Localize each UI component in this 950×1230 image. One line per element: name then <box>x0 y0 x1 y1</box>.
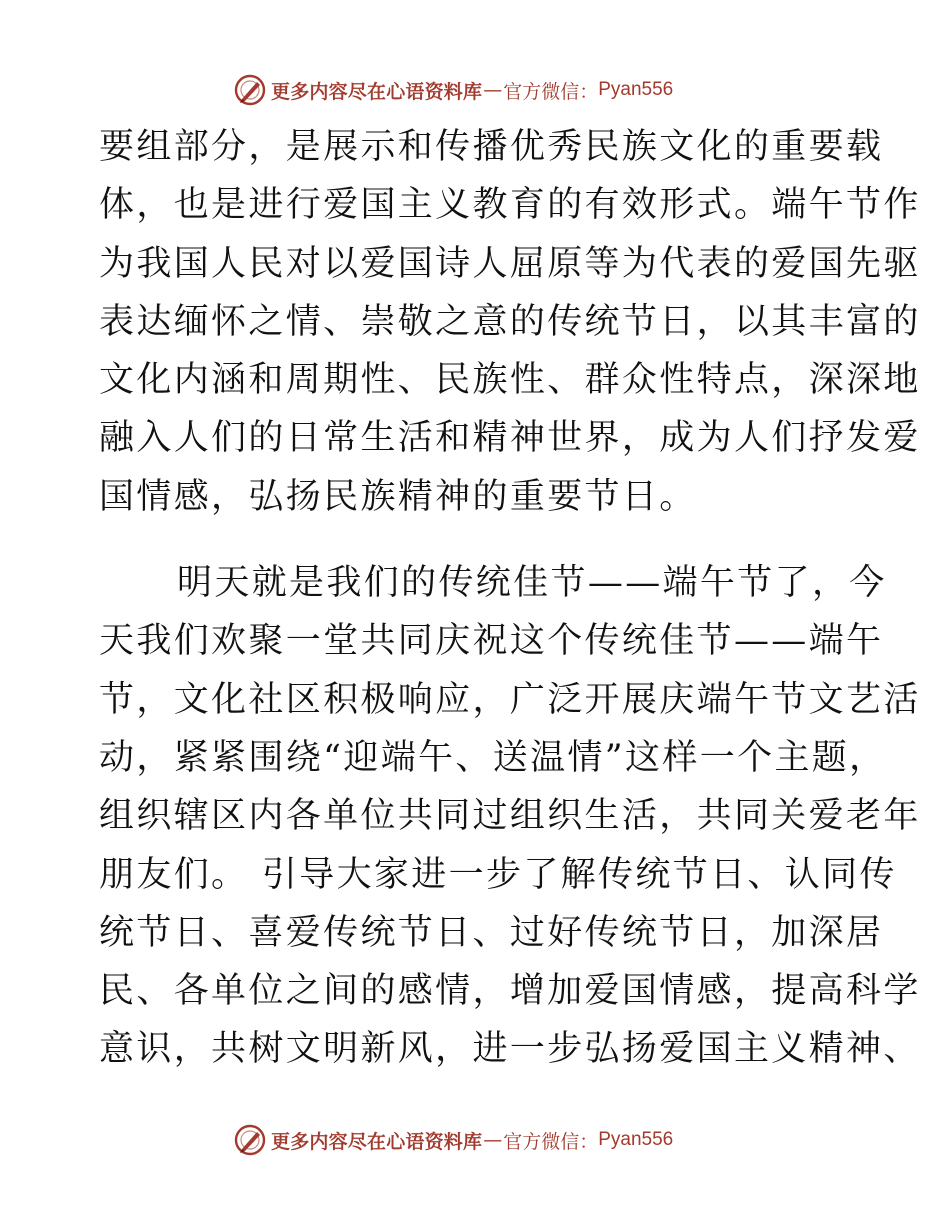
banner-wechat-id: Pyan556 <box>598 79 674 100</box>
text-line: 民、各单位之间的感情，增加爱国情感，提高科学 <box>99 971 921 1012</box>
banner-brand-text: 更多内容尽在心语资料库 <box>271 80 483 103</box>
paragraph-2 <box>99 554 921 1079</box>
banner-official-label: 官方微信： <box>503 80 599 103</box>
logo-icon <box>233 73 267 107</box>
logo-icon <box>233 1123 267 1157</box>
header-banner <box>233 73 673 107</box>
text-line: 节，文化社区积极响应，广泛开展庆端午节文艺活 <box>99 679 921 720</box>
text-line: 国情感，弘扬民族精神的重要节日。 <box>99 476 697 517</box>
text-line: 动，紧紧围绕“迎端午、送温情”这样一个主题， <box>99 737 887 778</box>
banner-brand-text: 更多内容尽在心语资料库 <box>271 1130 483 1153</box>
paragraph-gap <box>99 526 851 554</box>
banner-official-label: 官方微信： <box>503 1130 599 1153</box>
text-line: 明天就是我们的传统佳节——端午节了，今 <box>177 563 887 604</box>
text-line: 体，也是进行爱国主义教育的有效形式。端午节作 <box>99 185 921 226</box>
text-line: 要组部分，是展示和传播优秀民族文化的重要载 <box>99 127 884 167</box>
text-line: 统节日、喜爱传统节日、过好传统节日，加深居 <box>99 912 884 953</box>
text-line: 意识，共树文明新风，进一步弘扬爱国主义精神、 <box>99 1029 921 1070</box>
banner-dash: — <box>483 79 503 101</box>
document-body <box>99 118 921 1079</box>
text-line: 文化内涵和周期性、民族性、群众性特点，深深地 <box>99 360 921 401</box>
text-line: 融入人们的日常生活和精神世界，成为人们抒发爱 <box>99 418 921 459</box>
paragraph-1 <box>99 118 921 526</box>
text-line: 朋友们。 引导大家进一步了解传统节日、认同传 <box>99 854 897 895</box>
text-line: 表达缅怀之情、崇敬之意的传统节日，以其丰富的 <box>99 301 921 342</box>
footer-banner <box>233 1123 673 1157</box>
banner-wechat-id: Pyan556 <box>598 1129 674 1150</box>
text-line: 为我国人民对以爱国诗人屈原等为代表的爱国先驱 <box>99 243 921 284</box>
text-line: 天我们欢聚一堂共同庆祝这个传统佳节——端午 <box>99 621 884 662</box>
banner-dash: — <box>483 1129 503 1151</box>
text-line: 组织辖区内各单位共同过组织生活，共同关爱老年 <box>99 796 921 837</box>
